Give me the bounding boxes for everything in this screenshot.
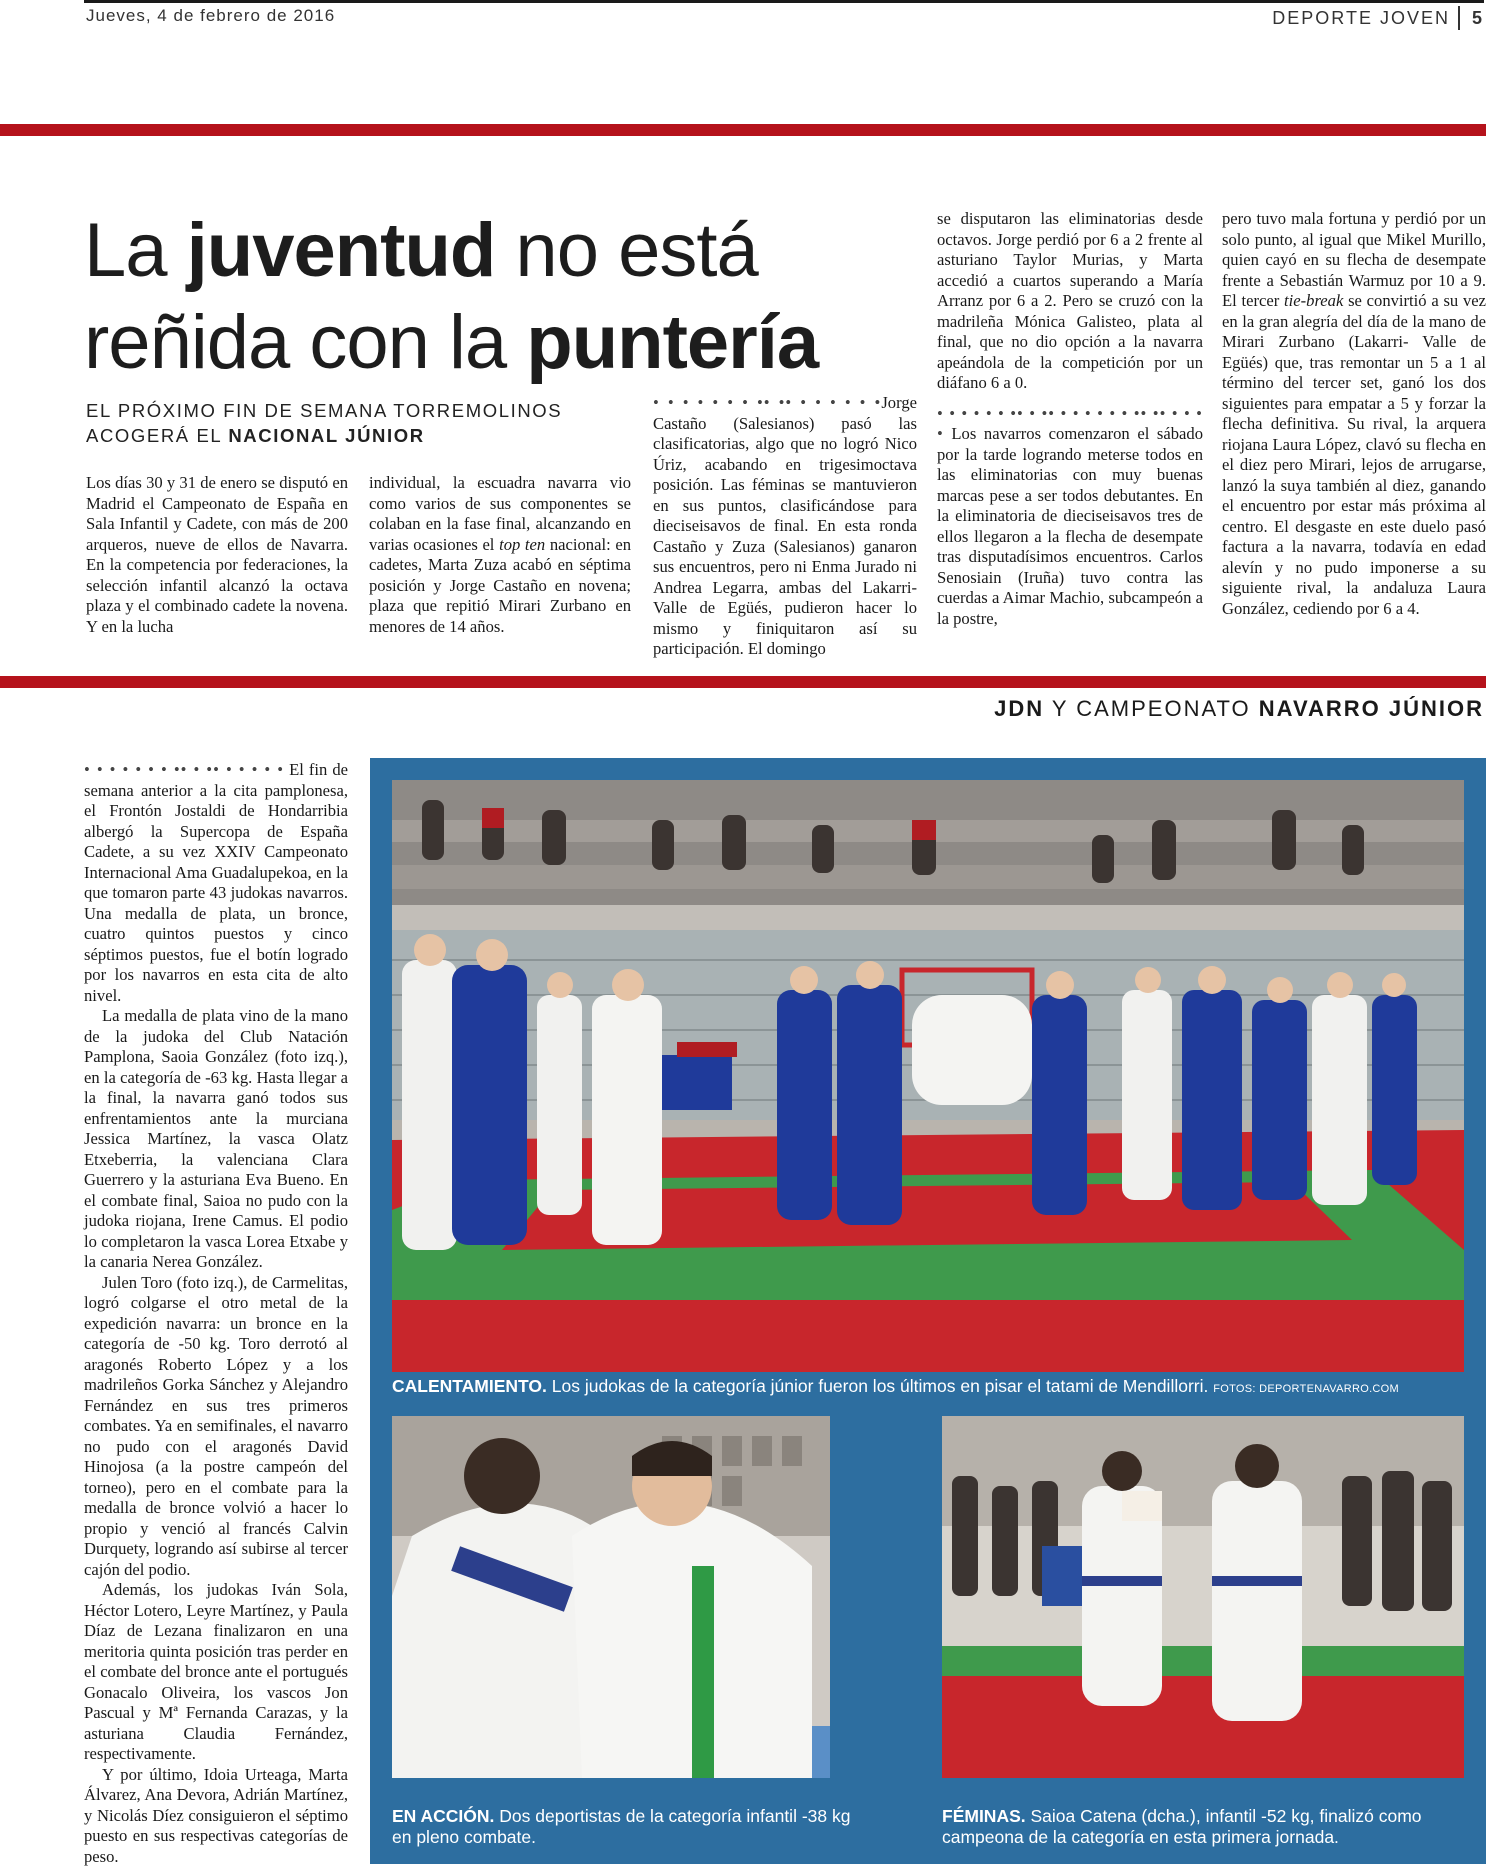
red-divider-middle [0, 676, 1486, 688]
paragraph [84, 760, 348, 1006]
red-divider-top [0, 124, 1486, 136]
headline-part: reñida con la [84, 300, 526, 385]
headline-bold: juventud [187, 208, 496, 293]
subtitle-bold: NACIONAL JÚNIOR [228, 425, 424, 446]
text-run: El fin de semana anterior a la cita pamplonesa, el Frontón Jostaldi de Hondarribia albergó la Supercopa de España Cadete, a su vez XXIV Campeonato Internacional Ama Guadalupekoa, en la que tomaron parte 43 judokas navarros. Una medalla de plata, un bronce, cuatro quintos puestos y cinco séptimos puestos, fue el botín logrado por los navarros en esta cita de alto nivel. [84, 760, 348, 1005]
caption-women [942, 1806, 1472, 1848]
article2-column [84, 760, 348, 1867]
caption-warmup [392, 1376, 1472, 1400]
photo-in-action [392, 1416, 830, 1778]
section-label-bold: JDN [994, 696, 1044, 721]
issue-date: Jueves, 4 de febrero de 2016 [86, 6, 335, 26]
dot-leader: • • • • • • • •• • •• • • • • • [84, 760, 284, 779]
caption-label: EN ACCIÓN. [392, 1806, 494, 1826]
article1-column-1 [86, 473, 348, 637]
article1-column-3 [653, 393, 917, 660]
article1-column-4 [937, 209, 1203, 629]
subtitle-line: EL PRÓXIMO FIN DE SEMANA TORREMOLINOS [86, 400, 562, 421]
paragraph: se disputaron las eliminatorias desde octavos. Jorge perdió por 6 a 2 frente al asturiano Taylor Murias, y Marta accedió a cuartos superando a María Arranz por 6 a 2. Pero se cruzó con la madrileña Mónica Galisteo, plata al final, que no dio opción a la navarra apeándola de la competición por un diáfano 6 a 0. [937, 209, 1203, 394]
header-divider [1458, 6, 1460, 30]
top-rule [84, 0, 1484, 3]
subtitle [86, 398, 646, 448]
text-run: se convirtió a su vez en la gran alegría del día de la mano de Mirari Zurbano (Lakarri- Valle de Egüés) que, tras remontar un 5 a 1 al término del tercer set, ganó los dos siguientes para empatar a 5 y forzar la flecha definitiva. Su rival, la arquera riojana Laura López, clavó su flecha en el diez pero Mirari, lejos de arrugarse, lanzó la suya también al diez, ganando el encuentro por estar más próxima al centro. El desgaste en este duelo pasó factura a la navarra, todavía en edad alevín y no pudo imponerse a su siguiente rival, la andaluza Laura González, cediendo por 6 a 4. [1222, 291, 1486, 618]
photo-women-image [942, 1416, 1464, 1778]
caption-label: FÉMINAS. [942, 1806, 1026, 1826]
paragraph [653, 393, 917, 660]
photo-women [942, 1416, 1464, 1778]
section-label-part: Y CAMPEONATO [1044, 696, 1259, 721]
paragraph [369, 473, 631, 637]
paragraph: Los días 30 y 31 de enero se disputó en Madrid el Campeonato de España en Sala Infantil y Cadete, con más de 200 arqueros, nueve de ellos de Navarra. En la competencia por federaciones, la selección infantil alcanzó la octava plaza y el combinado cadete la novena. Y en la lucha [86, 473, 348, 637]
paragraph: Y por último, Idoia Urteaga, Marta Álvarez, Ana Devora, Adrián Martínez, y Nicolás Díez consiguieron el séptimo puesto en sus respectivas categorías de peso. [84, 1765, 348, 1867]
headline-part: no está [495, 208, 757, 293]
photo-in-action-image [392, 1416, 830, 1778]
paragraph [937, 404, 1203, 630]
article1-column-2 [369, 473, 631, 637]
section-header [1272, 6, 1482, 30]
paragraph: Julen Toro (foto izq.), de Carmelitas, logró colgarse el otro metal de la expedición navarra: un bronce en la categoría de -50 kg. Toro derrotó al aragonés Roberto López y a los madrileños Gorka Sánchez y Alejandro Fernández en sus tres primeros combates. Ya en semifinales, el navarro no pudo con el aragonés David Hinojosa (a la postre campeón del torneo), pero en el combate para la medalla de bronce volvió a hacer lo propio y venció al francés Calvin Durquety, logrando así subirse al tercer cajón del podio. [84, 1273, 348, 1581]
caption-text: Dos deportistas de la categoría infantil -38 kg en pleno combate. [392, 1806, 850, 1847]
dot-leader: • • • • • • •• • •• • • • • • • •• •• • • • • [937, 404, 1203, 444]
section-label [994, 696, 1484, 722]
page-number: 5 [1472, 8, 1482, 29]
headline-bold: puntería [526, 300, 818, 385]
photo-warmup [392, 780, 1464, 1372]
text-run: Jorge Castaño (Salesianos) pasó las clasificatorias, algo que no logró Nico Úriz, acabando en trigesimoctava posición. Las féminas se mantuvieron en sus puntos, clasificándose para dieciseisavos de final. En esta ronda Castaño y Zuza (Salesianos) ganaron sus encuentros, pero ni Enma Jurado ni Andrea Legarra, ambas del Lakarri-Valle de Egüés, pudieron hacer lo mismo y finiquitaron así su participación. El domingo [653, 393, 917, 658]
text-run-italic: top ten [499, 535, 545, 554]
photo-panel [370, 758, 1486, 1864]
subtitle-line: ACOGERÁ EL [86, 425, 228, 446]
article1-column-5 [1222, 209, 1486, 619]
paragraph: La medalla de plata vino de la mano de la judoka del Club Natación Pamplona, Saoia González (foto izq.), en la categoría de -63 kg. Hasta llegar a la final, la navarra ganó todos sus enfrentamientos ante la murciana Jessica Martínez, la vasca Olatz Etxeberria, la valenciana Clara Guerrero y la asturiana Eva Bueno. En el combate final, Saioa no pudo con la judoka riojana, Irene Camus. El podio lo completaron la vasca Lorea Etxabe y la canaria Nerea González. [84, 1006, 348, 1273]
caption-text: Saioa Catena (dcha.), infantil -52 kg, finalizó como campeona de la categoría en esta primera jornada. [942, 1806, 1422, 1847]
caption-in-action [392, 1806, 852, 1848]
caption-text: Los judokas de la categoría júnior fueron los últimos en pisar el tatami de Mendillorri. [547, 1376, 1213, 1396]
text-run: individual, la escuadra navarra vio como varios de sus componentes se colaban en la fase final, alcanzando en varias ocasiones el [369, 473, 631, 554]
photo-warmup-image [392, 780, 1464, 1372]
headline-part: La [84, 208, 187, 293]
text-run: nacional: en cadetes, Marta Zuza acabó en séptima posición y Jorge Castaño en novena; plaza que repitió Mirari Zurbano en menores de 14 años. [369, 535, 631, 636]
paragraph [1222, 209, 1486, 619]
section-name: DEPORTE JOVEN [1272, 8, 1450, 29]
dot-leader: • • • • • • • •• •• • • • • • • [653, 393, 881, 412]
section-label-bold: NAVARRO JÚNIOR [1259, 696, 1484, 721]
text-run-italic: tie-break [1284, 291, 1343, 310]
text-run: Los navarros comenzaron el sábado por la tarde logrando meterse todos en las eliminatorias con muy buenas marcas pese a ser todos debutantes. En la eliminatoria de dieciseisavos tres de ellos llegaron a la flecha de desempate tras disputadísimos encuentros. Carlos Senosiain (Iruña) tuvo contra las cuerdas a Aimar Machio, subcampeón a la postre, [937, 424, 1203, 628]
paragraph: Además, los judokas Iván Sola, Héctor Lotero, Leyre Martínez, y Paula Díaz de Lezana finalizaron en una meritoria quinta posición tras perder en el combate del bronce ante el portugués Gonacalo Oliveira, los vascos Jon Pascual y Mª Fernanda Carazas, y la asturiana Claudia Fernández, respectivamente. [84, 1580, 348, 1765]
text-run: pero tuvo mala fortuna y perdió por un solo punto, al igual que Mikel Murillo, quien cayó en su flecha de desempate frente a Sebastián Warmuz por 10 a 9. El tercer [1222, 209, 1486, 310]
photo-credit: FOTOS: DEPORTENAVARRO.COM [1213, 1383, 1399, 1395]
headline [84, 205, 864, 389]
caption-label: CALENTAMIENTO. [392, 1376, 547, 1396]
